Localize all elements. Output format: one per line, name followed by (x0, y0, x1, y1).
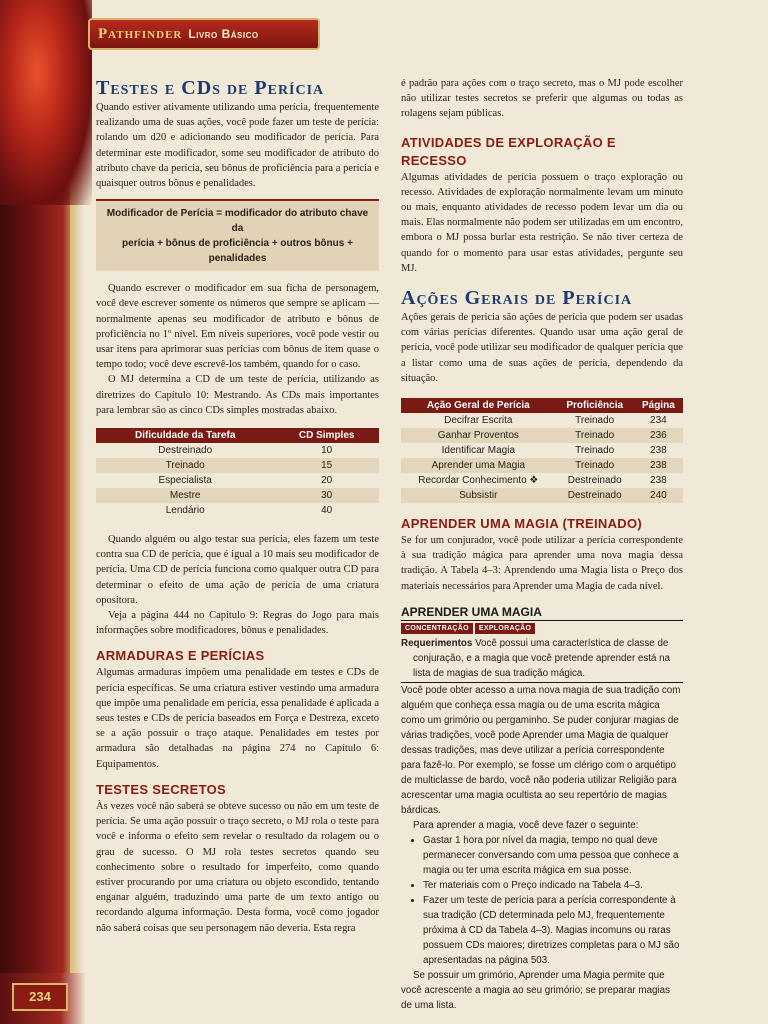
table-cell: Identificar Magia (441, 445, 516, 457)
steps-list (401, 833, 683, 968)
table-cell: 10 (321, 445, 333, 457)
paragraph: Para aprender a magia, você deve fazer o seguinte: (413, 819, 639, 831)
table-cell: Lendário (165, 505, 205, 517)
table-cell: Especialista (158, 475, 212, 487)
paragraph: Ações gerais de perícia são ações de perícia que podem ser usadas com várias perícias diferentes. Quando usar uma ação geral de perícia, você pode utilizar seu modificador de qualquer perícia que a listar como uma de suas ações de perícia, dependendo da situação. (401, 312, 683, 384)
table-cell: 40 (321, 505, 333, 517)
trait-tags (401, 623, 683, 634)
paragraph: Se for um conjurador, você pode utilizar a perícia correspondente à sua tradição mágica para aprender uma nova magia dessa tradição. A Tabela 4–3: Aprendendo uma Magia lista o Preço dos materiais necessários para Aprender uma Magia de cada nível. (401, 535, 683, 592)
table-cell: 30 (274, 488, 379, 503)
heading-testes-cds: Testes e CDs de Perícia (96, 77, 325, 99)
trait-tag: EXPLORAÇÃO (475, 623, 535, 634)
book-title: Livro Básico (188, 27, 259, 41)
table-cell: Ganhar Proventos (401, 428, 556, 443)
requirements (401, 636, 683, 681)
table-cell: Treinado (556, 458, 634, 473)
formula-box (96, 199, 379, 271)
paragraph: Quando escrever o modificador em sua ficha de personagem, você deve escrever somente os números que sempre se aplicam — normalmente apenas seu modificador de atributo e bônus de proficiência no 1º nível. Em níveis superiores, você pode vestir ou usar itens para aprimorar suas perícias com bônus de item quase o tempo todo; você deve escrevê-los também, quando for o caso. (96, 283, 379, 371)
trait-tag: CONCENTRAÇÃO (401, 623, 473, 634)
heading-aprender-treinado: APRENDER UMA MAGIA (TREINADO) (401, 516, 643, 532)
paragraph: Quando alguém ou algo testar sua perícia, eles fazem um teste contra sua CD de perícia, que é igual a 10 mais seu modificador de perícia. Uma CD de perícia funciona como qualquer outra CD para determinar o efeito de uma ação de perícia de uma criatura opositora. (96, 534, 379, 606)
book-header (88, 18, 320, 50)
table-header: Proficiência (556, 398, 634, 413)
table-cell: Treinado (96, 458, 274, 473)
heading-testes-secretos: TESTES SECRETOS (96, 781, 226, 797)
table-header: Dificuldade da Tarefa (96, 428, 274, 443)
table-header: Página (634, 398, 683, 413)
formula-line: perícia + bônus de proficiência + outros bônus + penalidades (122, 238, 353, 265)
pathfinder-logo: Pathfinder (98, 25, 183, 42)
table-cell: Treinado (556, 428, 634, 443)
paragraph: Algumas atividades de perícia possuem o traço exploração ou recesso. Atividades de exploração normalmente levam um minuto ou mais, enquanto atividades de recesso podem levar um dia ou mais. Elas normalmente não podem ser utilizadas em um encontro, embora o MJ possa burlar esta restrição. Se não tiver certeza de quando for o momento para usar estas atividades, pergunte seu MJ. (401, 171, 683, 274)
list-item: • Fazer um teste de perícia para a perícia correspondente à sua tradição (CD determinada pelo MJ, frequentemente próxima à CD da Tabela 4–3). Magias incomuns ou raras possuem CDs maiores; diretrizes completas para o MJ são apresentadas na página 503. (423, 893, 683, 968)
paragraph: Se possuir um grimório, Aprender uma Magia permite que você acrescente a magia ao seu grimório; se preparar magias de uma lista. (401, 969, 671, 1011)
heading-armaduras: ARMADURAS E PERÍCIAS (96, 648, 265, 664)
list-item: • Ter materiais com o Preço indicado na Tabela 4–3. (423, 878, 683, 893)
paragraph: Você pode obter acesso a uma nova magia de sua tradição com alguém que conheça essa magia ou de uma escrita mágica como um grimório ou pergaminho. Se puder conjurar magias de várias tradições, você pode Aprender uma Magia de qualquer dessas tradições, mas deve utilizar a perícia correspondente para fazê-lo. Por exemplo, se fosse um clérigo com o arquétipo de multiclasse de bardo, você não poderia utilizar Religião para acrescentar uma magia ocultista ao seu repertório de magias bárdicas. (401, 684, 681, 816)
paragraph: é padrão para ações com o traço secreto, mas o MJ pode escolher não utilizar testes secretos se preferir que algumas ou todas as rolagens sejam públicas. (401, 78, 683, 120)
table-cell: Destreinado (158, 445, 213, 457)
table-cell: 236 (634, 428, 683, 443)
requirements-text: Você possui uma característica de classe de conjuração, e a magia que você pretende aprender está na lista de magias de sua tradição mágica. (413, 637, 671, 679)
table-cell: Recordar Conhecimento ❖ (418, 475, 539, 487)
table-header: Ação Geral de Perícia (401, 398, 556, 413)
paragraph: Quando estiver ativamente utilizando uma perícia, frequentemente realizando uma de suas ações, você pode fazer um teste de perícia: rolando um d20 e adicionando seu modificador de perícia. Para determinar este modificador, some seu modificador de atributo do atributo chave da perícia, seu bônus de proficiência para a perícia e quaisquer outros bônus e penalidades. (96, 102, 379, 190)
right-column (401, 76, 683, 1013)
formula-line: Modificador de Perícia = modificador do atributo chave da (106, 208, 369, 235)
table-cell: 238 (650, 445, 667, 457)
table-cell: Aprender uma Magia (401, 458, 556, 473)
heading-aprender-magia: APRENDER UMA MAGIA (401, 604, 683, 621)
heading-exploracao: ATIVIDADES DE EXPLORAÇÃO E RECESSO (401, 134, 616, 168)
table-cell: 15 (274, 458, 379, 473)
table-cell: 238 (634, 458, 683, 473)
paragraph: O MJ determina a CD de um teste de perícia, utilizando as diretrizes do Capítulo 10: Mestrando. As CDs mais importantes para lembrar são as cinco CDs simples mostradas abaixo. (96, 374, 379, 416)
table-cell: Treinado (575, 445, 615, 457)
page-number: 234 (12, 983, 68, 1011)
heading-acoes-gerais: Ações Gerais de Perícia (401, 287, 633, 310)
requirements-label: Requerimentos (401, 637, 473, 649)
paragraph: Às vezes você não saberá se obteve sucesso ou não em um teste de perícia. Se uma ação possuir o traço secreto, o MJ rola o teste para você e informa o efeito sem revelar o resultado da rolagem ou o grau de sucesso. O MJ rola testes secretos quando seu conhecimento sobre o resultado for imperfeito, como quando estiver procurando por uma criatura ou objeto escondido, tentando enganar alguém, traduzindo uma parte de um texto antigo ou recordando alguma informação. Desta forma, você como jogador não saberá coisas que seu personagem não deveria. Esta regra (96, 800, 379, 934)
table-cell: 20 (321, 475, 333, 487)
table-cell: Decifrar Escrita (444, 415, 513, 427)
left-column (96, 76, 379, 936)
table-cell: Destreinado (556, 488, 634, 503)
list-item: • Gastar 1 hora por nível da magia, tempo no qual deve permanecer conversando com uma pessoa que conhece a magia ou ter uma escrita mágica em sua posse. (423, 833, 683, 878)
table-cell: 240 (634, 488, 683, 503)
simple-dc-table (96, 428, 379, 518)
table-cell: 234 (650, 415, 667, 427)
table-header: CD Simples (274, 428, 379, 443)
dragon-illustration (0, 0, 92, 205)
paragraph: Algumas armaduras impõem uma penalidade em testes e CDs de perícia específicas. Se uma criatura estiver vestindo uma armadura que impõe uma penalidade em perícia, essa penalidade é aplicada a seus testes e CDs de perícia baseados em Força e Destreza, exceto se a ação possuir o traço ataque. Penalidades em testes por armadura são detalhadas na página 274 no Capítulo 6: Equipamentos. (96, 667, 379, 770)
general-skill-actions-table (401, 398, 683, 503)
table-cell: 238 (650, 475, 667, 487)
table-cell: Destreinado (567, 475, 622, 487)
table-cell: Treinado (575, 415, 615, 427)
table-cell: Subsistir (401, 488, 556, 503)
table-cell: Mestre (96, 488, 274, 503)
paragraph: Veja a página 444 no Capítulo 9: Regras do Jogo para mais informações sobre modificadores, bônus e penalidades. (96, 610, 379, 637)
